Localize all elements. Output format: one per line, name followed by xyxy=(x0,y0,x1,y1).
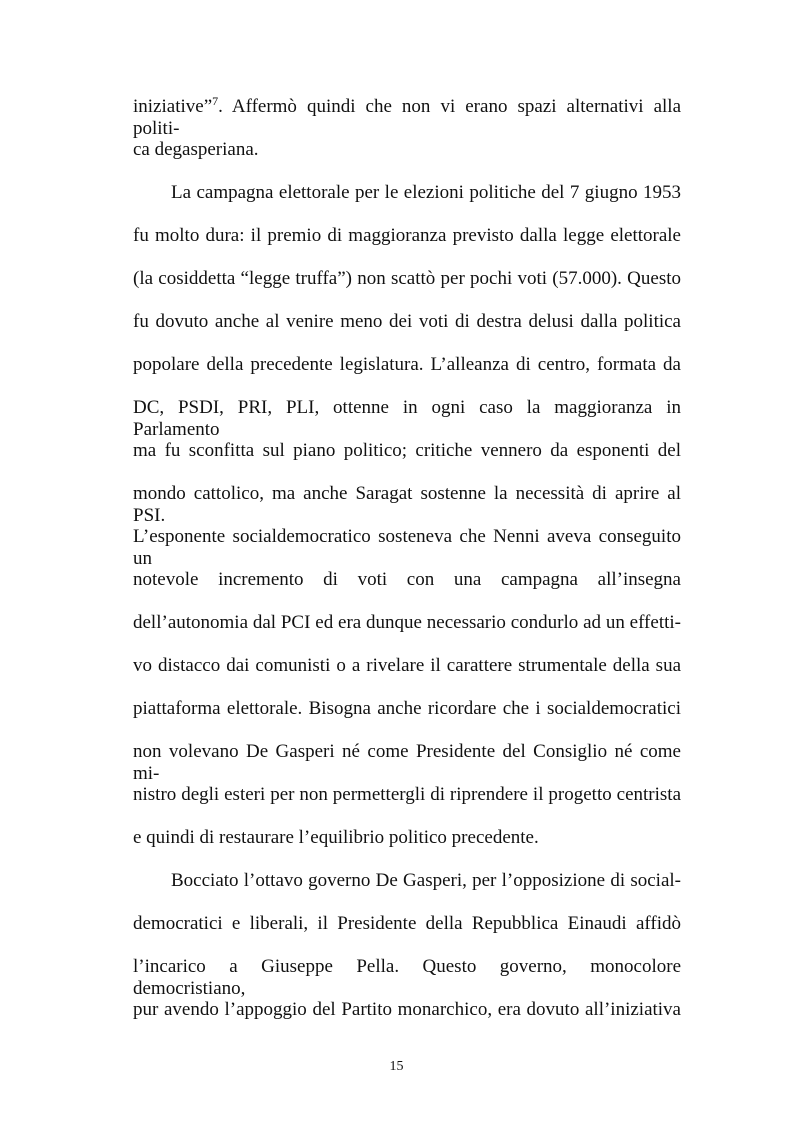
text-line: dell’autonomia dal PCI ed era dunque necessario condurlo ad un effetti- xyxy=(133,612,681,633)
text-line: notevole incremento di voti con una campagna all’insegna xyxy=(133,569,681,590)
text-line: l’incarico a Giuseppe Pella. Questo governo, monocolore democristiano, xyxy=(133,956,681,999)
text-line: pur avendo l’appoggio del Partito monarchico, era dovuto all’iniziativa xyxy=(133,999,681,1020)
text-line: DC, PSDI, PRI, PLI, ottenne in ogni caso la maggioranza in Parlamento xyxy=(133,397,681,440)
text-line: non volevano De Gasperi né come Presidente del Consiglio né come mi- xyxy=(133,741,681,784)
text-line: nistro degli esteri per non permettergli di riprendere il progetto centrista xyxy=(133,784,681,805)
text-line: ca degasperiana. xyxy=(133,139,259,160)
text-line: (la cosiddetta “legge truffa”) non scattò per pochi voti (57.000). Questo xyxy=(133,268,681,289)
paragraph-first-line: La campagna elettorale per le elezioni politiche del 7 giugno 1953 xyxy=(171,182,681,203)
text-line: e quindi di restaurare l’equilibrio politico precedente. xyxy=(133,827,539,848)
text-line: popolare della precedente legislatura. L’alleanza di centro, formata da xyxy=(133,354,681,375)
paragraph-first-line: Bocciato l’ottavo governo De Gasperi, per l’opposizione di social- xyxy=(171,870,681,891)
text-line: fu dovuto anche al venire meno dei voti di destra delusi dalla politica xyxy=(133,311,681,332)
text-line: vo distacco dai comunisti o a rivelare il carattere strumentale della sua xyxy=(133,655,681,676)
text-line: mondo cattolico, ma anche Saragat sostenne la necessità di aprire al PSI. xyxy=(133,483,681,526)
text-segment: . Affermò quindi che non vi erano spazi alternativi alla politi- xyxy=(133,96,681,139)
footnote-reference[interactable]: 7 xyxy=(212,94,219,108)
text-segment: iniziative” xyxy=(133,96,213,117)
page-number: 15 xyxy=(389,1059,404,1074)
text-line: fu molto dura: il premio di maggioranza previsto dalla legge elettorale xyxy=(133,225,681,246)
text-line: democratici e liberali, il Presidente della Repubblica Einaudi affidò xyxy=(133,913,681,934)
text-line: piattaforma elettorale. Bisogna anche ricordare che i socialdemocratici xyxy=(133,698,681,719)
text-line xyxy=(133,94,681,139)
text-line: ma fu sconfitta sul piano politico; critiche vennero da esponenti del xyxy=(133,440,681,461)
text-line: L’esponente socialdemocratico sosteneva che Nenni aveva conseguito un xyxy=(133,526,681,569)
